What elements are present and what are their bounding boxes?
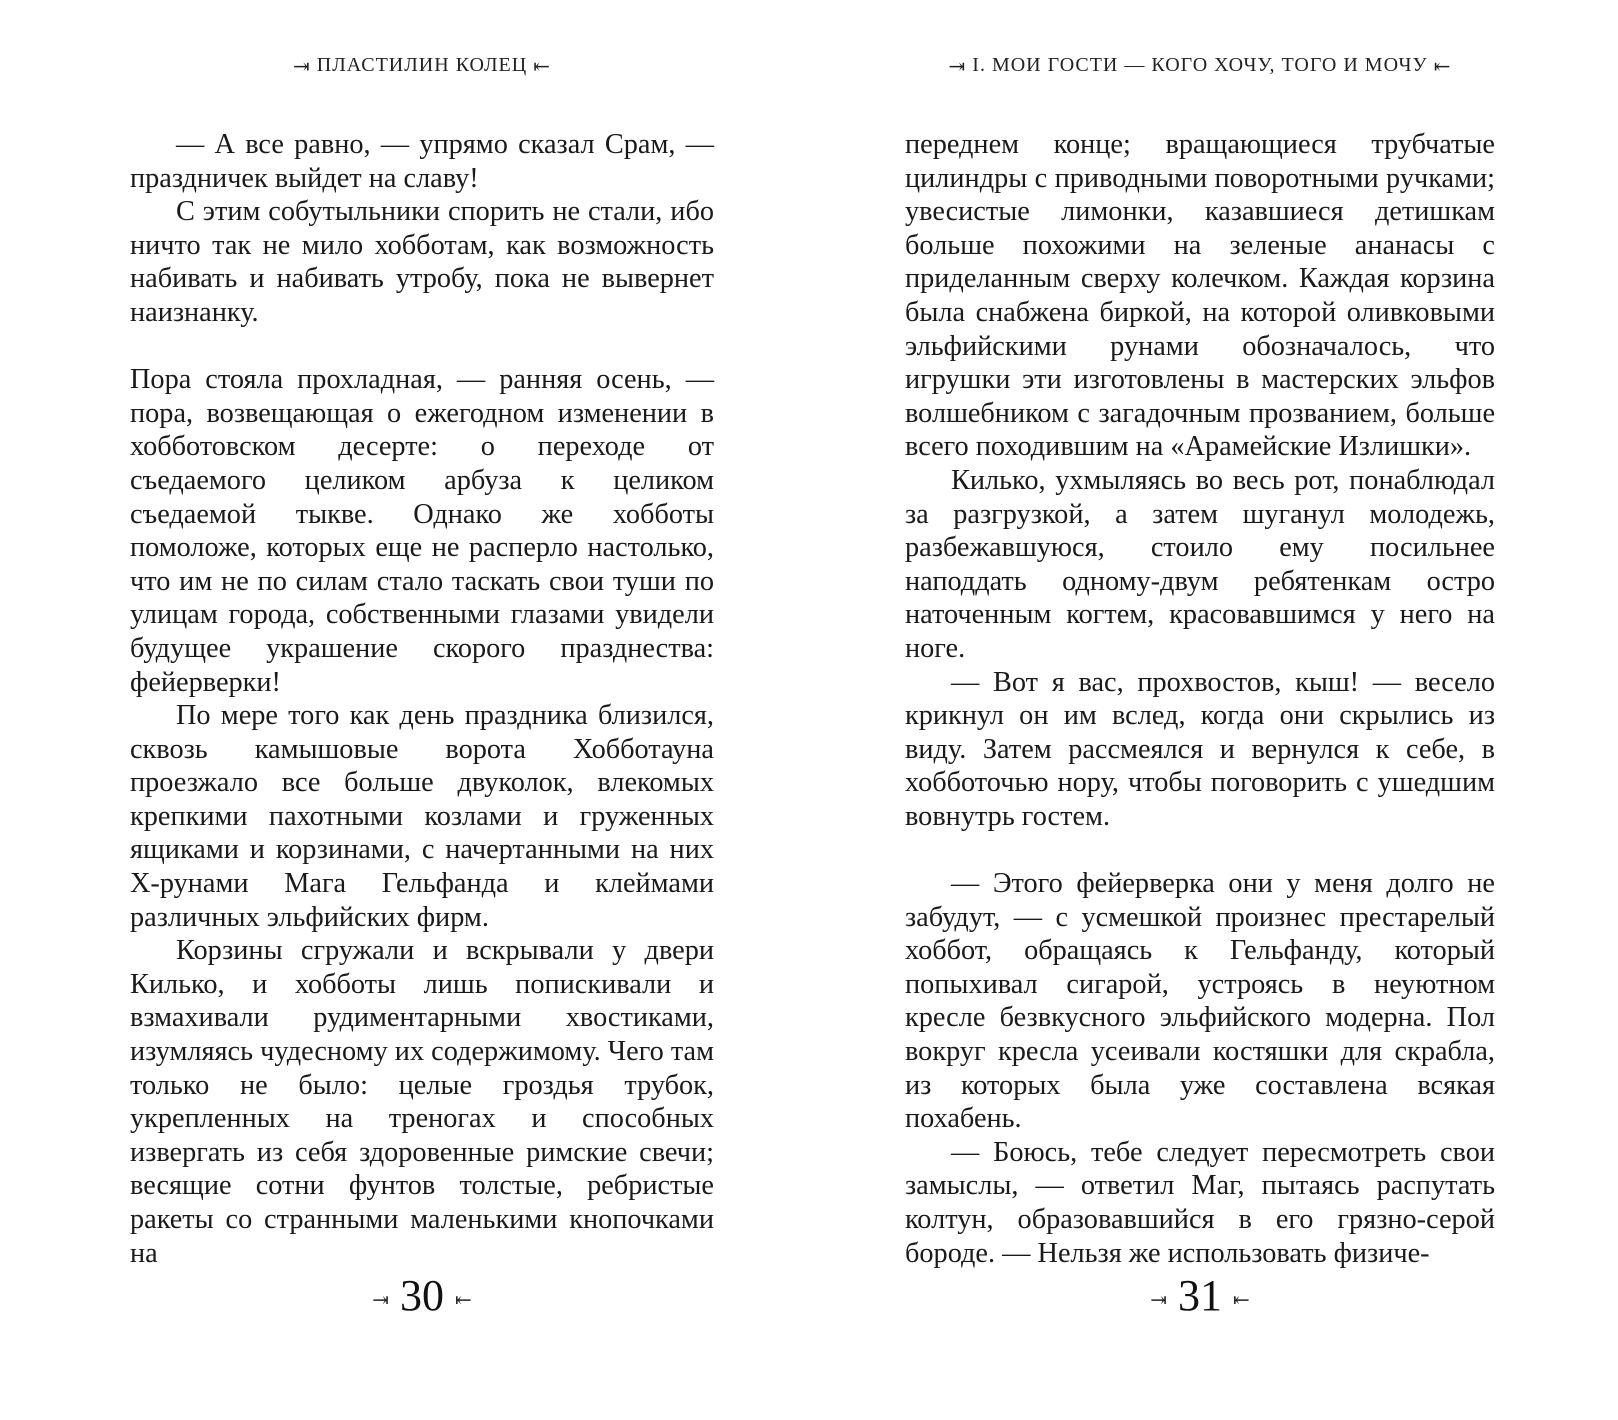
paragraph: — Этого фейерверка они у меня долго не забудут, — с усмешкой произнес престарелый хоббот, обращаясь к Гельфанду, который попыхивал сигарой, устроясь в неуютном кресле безвкусного эльфийского модерна. Пол вокруг кресла усеивали костяшки для скрабла, из которых была уже составлена всякая похабень.	[905, 868, 1495, 1135]
paragraph: С этим собутыльники спорить не стали, ибо ничто так не мило хобботам, как возможность набивать и набивать утробу, пока не вывернет наизнанку.	[130, 196, 714, 328]
arrow-ornament-left-icon: ⇥	[1150, 1289, 1167, 1312]
page-number-right	[905, 1270, 1495, 1321]
paragraph: Килько, ухмыляясь во весь рот, понаблюдал за разгрузкой, а затем шуганул молодежь, разбежавшуюся, стоило ему посильнее наподдать одному-двум ребятенкам остро наточенным когтем, красовавшимся у него на ноге.	[905, 464, 1495, 664]
paragraph: — Боюсь, тебе следует пересмотреть свои замыслы, — ответил Маг, пытаясь распутать колтун, образовавшийся в его грязно-серой бороде. — Нельзя же использовать физиче-	[905, 1136, 1495, 1269]
right-page	[905, 0, 1495, 1420]
running-head-left	[130, 54, 714, 79]
arrow-ornament-right-icon: ⇤	[1433, 56, 1452, 78]
paragraph: переднем конце; вращающиеся трубчатые цилиндры с приводными поворотными ручками; увесистые лимонки, казавшиеся детишкам больше похожими на зеленые ананасы с приделанным сверху колечком. Каждая корзина была снабжена биркой, на которой оливковыми эльфийскими рунами обозначалось, что игрушки эти изготовлены в мастерских эльфов волшебником с загадочным прозванием, больше всего походившим на «Арамейские Излишки».	[905, 129, 1495, 463]
page-number: 30	[400, 1271, 444, 1320]
body-text-right	[905, 128, 1495, 1270]
page-number: 31	[1178, 1271, 1222, 1320]
paragraph: — Вот я вас, прохвостов, кыш! — весело крикнул он им вслед, когда они скрылись из виду. Затем рассмеялся и вернулся к себе, в хобботочью нору, чтобы поговорить с ушедшим вовнутрь гостем.	[905, 666, 1495, 832]
arrow-ornament-right-icon: ⇤	[455, 1289, 472, 1312]
paragraph: — А все равно, — упрямо сказал Срам, — праздничек выйдет на славу!	[130, 129, 714, 194]
running-head-right	[905, 54, 1495, 79]
arrow-ornament-left-icon: ⇥	[948, 56, 967, 78]
arrow-ornament-right-icon: ⇤	[533, 56, 551, 78]
arrow-ornament-left-icon: ⇥	[372, 1289, 389, 1312]
paragraph: Пора стояла прохладная, — ранняя осень, — пора, возвещающая о ежегодном изменении в хобботовском десерте: о переходе от съедаемого целиком арбуза к целиком съедаемой тыкве. Однако же хобботы помоложе, которых еще не расперло настолько, что им не по силам стало таскать свои туши по улицам города, собственными глазами увидели будущее украшение скорого празднества: фейерверки!	[130, 364, 714, 698]
paragraph: По мере того как день праздника близился, сквозь камышовые ворота Хобботауна проезжало все больше двуколок, влекомых крепкими пахотными козлами и груженных ящиками и корзинами, с начертанными на них Х-рунами Мага Гельфанда и клеймами различных эльфийских фирм.	[130, 700, 714, 933]
running-head-text: ПЛАСТИЛИН КОЛЕЦ	[316, 54, 528, 77]
page-number-left	[130, 1270, 714, 1321]
arrow-ornament-left-icon: ⇥	[293, 56, 311, 78]
arrow-ornament-right-icon: ⇤	[1233, 1289, 1250, 1312]
running-head-text: I. МОИ ГОСТИ — КОГО ХОЧУ, ТОГО И МОЧУ	[972, 54, 1428, 77]
left-page	[130, 0, 714, 1420]
body-text-left	[130, 128, 714, 1270]
paragraph: Корзины сгружали и вскрывали у двери Килько, и хобботы лишь попискивали и взмахивали рудиментарными хвостиками, изумляясь чудесному их содержимому. Чего там только не было: целые гроздья трубок, укрепленных на треногах и способных извергать из себя здоровенные римские свечи; весящие сотни фунтов толстые, ребристые ракеты со странными маленькими кнопочками на	[130, 935, 714, 1269]
